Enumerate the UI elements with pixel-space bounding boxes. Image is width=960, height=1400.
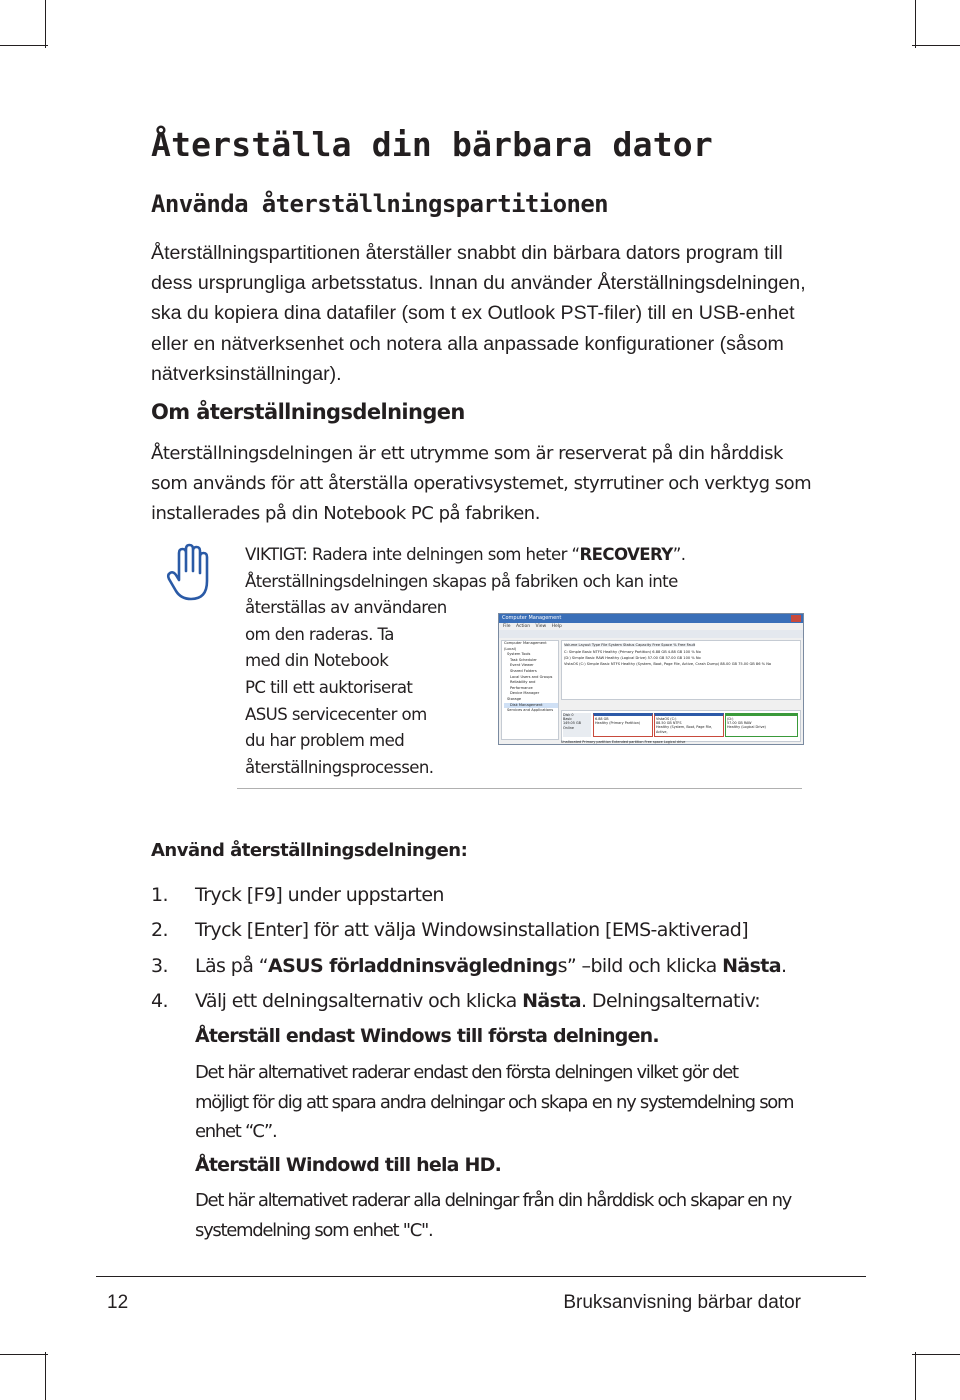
disk-label-line: 149.05 GB: [563, 721, 581, 726]
table-row: C: Simple Basic NTFS Healthy (Primary Partition) 6.88 GB 4.88 GB 100 % No: [564, 650, 701, 654]
important-line-1: [245, 542, 745, 569]
table-row: VistaOS (C:) Simple Basic NTFS Healthy (System, Boot, Page File, Active, Crash Dump) 88.00 GB 75.00 GB 86 % No: [564, 662, 772, 666]
important-line: PC till ett auktoriserat: [245, 677, 413, 697]
crop-mark: [912, 1354, 960, 1355]
disk-label: [563, 713, 591, 737]
step-bold: ASUS förladdninsvägledning: [267, 955, 558, 977]
console-tree: [501, 640, 559, 740]
footer-rule: [96, 1276, 866, 1277]
step-text-part: . Delningsalternativ:: [581, 990, 760, 1012]
tree-item: Computer Management (Local): [504, 641, 547, 651]
tree-item: Storage: [507, 696, 522, 701]
disk-label-line: Basic: [563, 717, 572, 722]
tree-item: Shared Folders: [510, 668, 537, 673]
volume-line: Healthy (Logical Drive): [727, 725, 766, 730]
tree-item: Device Manager: [510, 691, 540, 696]
disk-label-line: Disk 0: [563, 713, 574, 717]
toolbar: [499, 630, 803, 638]
tree-item: Services and Applications: [507, 708, 554, 713]
step-bold: Nästa: [722, 955, 782, 977]
menu-help: Help: [551, 624, 562, 629]
important-line-3: återställas av användaren: [245, 598, 447, 618]
volume-data: [725, 713, 798, 737]
tree-item: Disk Management: [504, 703, 558, 709]
volume-line: 88.50 GB NTFS: [656, 721, 682, 726]
crop-mark: [45, 0, 46, 48]
menu-action: Action: [515, 624, 531, 629]
important-line: med din Notebook: [245, 651, 389, 671]
table-row: (D:) Simple Basic RAW Healthy (Logical Drive) 57.00 GB 57.00 GB 100 % No: [564, 656, 701, 660]
important-suffix: ”.: [672, 545, 686, 564]
volume-table: [561, 640, 801, 700]
important-line: du har problem med: [245, 731, 405, 751]
table-header: Volume Layout Type File System Status Capacity Free Space % Free Fault: [564, 643, 696, 647]
volume-system: [654, 713, 724, 737]
window-title: Computer Management: [502, 615, 562, 621]
tree-item: Local Users and Groups: [510, 674, 553, 679]
option-1-description: Det här alternativet raderar endast den första delningen vilket gör det möjligt för dig att spara andra delningar och skapa en ny systemdelning som enhet “C”.: [195, 1062, 794, 1142]
step-number: 4.: [151, 990, 168, 1012]
volume-line: Healthy (Primary Partition): [595, 721, 641, 726]
tree-item: Event Viewer: [510, 663, 534, 668]
volume-line: (D:): [727, 717, 734, 721]
step-number: 2.: [151, 919, 168, 941]
step-number: 1.: [151, 884, 168, 906]
important-line: ASUS servicecenter om: [245, 704, 427, 724]
important-line: om den raderas. Ta: [245, 624, 394, 644]
tree-item: System Tools: [507, 652, 531, 657]
step-text: [195, 990, 760, 1012]
disk-label-line: Online: [563, 725, 574, 730]
about-paragraph: Återställningsdelningen är ett utrymme som är reserverat på din hårddisk som används för att återställa operativsystemet, styrrutiner och verktyg som installerades på din Notebook PC på fabriken.: [151, 443, 812, 524]
volume-line: 6.88 GB: [595, 717, 609, 721]
footer-title: Bruksanvisning bärbar dator: [563, 1292, 801, 1313]
page-number: 12: [107, 1292, 129, 1313]
intro-paragraph: Återställningspartitionen återställer snabbt din bärbara dators program till dess ursprungliga arbetsstatus. Innan du använder Återställningsdelningen, ska du kopiera dina datafiler (som t ex Outlook PST-filer) till en USB-enhet eller en nätverksenhet och notera alla anpassade konfigurationer (såsom nätverksinställningar).: [151, 242, 806, 385]
step-text-part: Välj ett delningsalternativ och klicka: [195, 990, 523, 1012]
important-line: återställningsprocessen.: [245, 757, 434, 777]
important-prefix: VIKTIGT: Radera inte delningen som heter “: [245, 545, 580, 564]
page-title: Återställa din bärbara dator: [151, 125, 713, 164]
hand-stop-icon: [165, 543, 213, 603]
step-text-part: .: [781, 955, 787, 977]
option-2-title: Återställ Windowd till hela HD.: [195, 1154, 502, 1176]
step-text-part: s” –bild och klicka: [557, 955, 723, 977]
tree-item: Reliability and Performance: [510, 680, 536, 690]
disk-management-screenshot: [498, 613, 804, 745]
step-bold: Nästa: [522, 990, 582, 1012]
crop-mark: [915, 1352, 916, 1400]
step-text: Tryck [F9] under uppstarten: [195, 884, 444, 906]
menu-view: View: [535, 624, 547, 629]
tree-item: Task Scheduler: [510, 657, 537, 662]
use-heading: Använd återställningsdelningen:: [151, 840, 468, 861]
volume-line: Healthy (System, Boot, Page File, Active,: [656, 725, 713, 734]
step-number: 3.: [151, 955, 168, 977]
crop-mark: [0, 45, 48, 46]
step-text: Tryck [Enter] för att välja Windowsinstallation [EMS-aktiverad]: [195, 919, 749, 941]
menu-bar: [499, 623, 803, 630]
menu-file: File: [503, 624, 511, 629]
close-icon: [791, 615, 801, 622]
window-titlebar: [499, 614, 803, 623]
recovery-keyword: RECOVERY: [579, 545, 673, 564]
step-text-part: Läs på “: [195, 955, 268, 977]
option-1-title: Återställ endast Windows till första delningen.: [195, 1025, 659, 1047]
important-line-2: Återställningsdelningen skapas på fabriken och kan inte: [245, 571, 678, 591]
crop-mark: [915, 0, 916, 48]
divider: [237, 788, 802, 789]
volume-recovery: [593, 713, 653, 737]
crop-mark: [0, 1354, 48, 1355]
volume-line: VistaOS (C:): [656, 717, 677, 721]
crop-mark: [45, 1352, 46, 1400]
volume-line: 57.00 GB RAW: [727, 721, 752, 726]
section-subtitle: Använda återställningspartitionen: [151, 190, 609, 218]
option-2-description: Det här alternativet raderar alla delningar från din hårddisk och skapar en ny systemdelning som enhet "C".: [195, 1190, 792, 1241]
about-heading: Om återställningsdelningen: [151, 400, 465, 424]
disk-map: [561, 710, 801, 742]
disk-legend: Unallocated Primary partition Extended partition Free space Logical drive: [561, 740, 686, 744]
step-text: [195, 955, 786, 977]
crop-mark: [912, 45, 960, 46]
